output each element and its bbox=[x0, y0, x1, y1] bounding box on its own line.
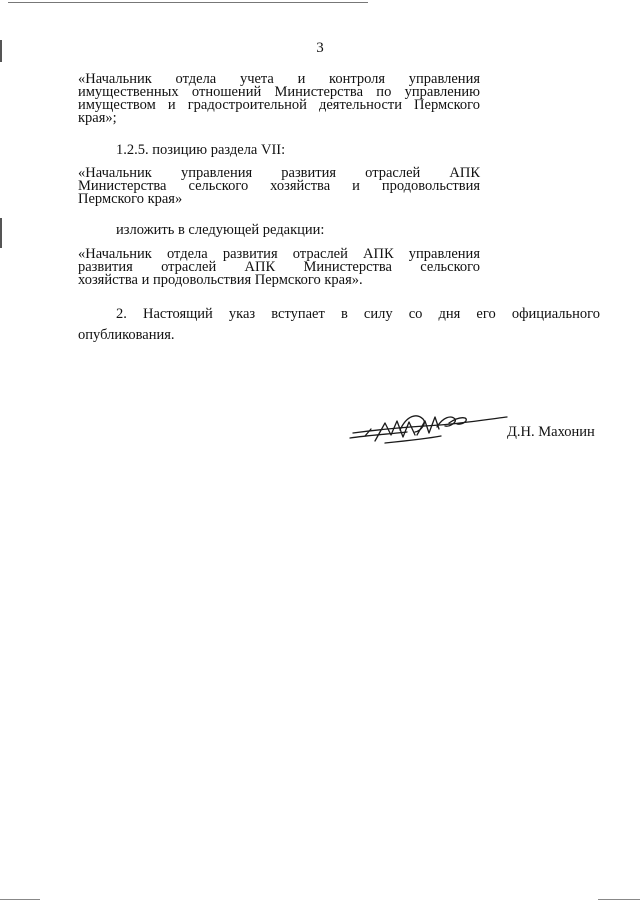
text-line: «Начальник отдела учета и контроля управления bbox=[78, 71, 480, 87]
text-line: 2. Настоящий указ вступает в силу со дня его официального bbox=[116, 306, 600, 322]
quote-paragraph-1 bbox=[78, 73, 480, 125]
text-line: Министерства сельского хозяйства и продовольствия bbox=[78, 178, 480, 194]
quote-paragraph-2 bbox=[78, 167, 480, 206]
text-line: «Начальник управления развития отраслей АПК bbox=[78, 165, 480, 181]
clause-2 bbox=[78, 304, 600, 346]
signer-name: Д.Н. Махонин bbox=[507, 424, 595, 440]
text-line: Пермского края» bbox=[78, 191, 183, 207]
quote-paragraph-3 bbox=[78, 248, 480, 287]
text-line: развития отраслей АПК Министерства сельского bbox=[78, 259, 480, 275]
instruction-line: изложить в следующей редакции: bbox=[116, 222, 325, 238]
scan-edge-bottom bbox=[598, 899, 640, 900]
text-line: края»; bbox=[78, 110, 117, 126]
text-line: имуществом и градостроительной деятельности Пермского bbox=[78, 97, 480, 113]
text-line: имущественных отношений Министерства по управлению bbox=[78, 84, 480, 100]
scan-edge-left-mark bbox=[0, 218, 2, 248]
item-1-2-5: 1.2.5. позицию раздела VII: bbox=[116, 142, 286, 158]
text-line: «Начальник отдела развития отраслей АПК управления bbox=[78, 246, 480, 262]
text-line: опубликования. bbox=[78, 327, 175, 343]
scan-edge-bottom bbox=[0, 899, 40, 900]
handwritten-signature bbox=[345, 405, 510, 450]
scan-edge-top bbox=[8, 2, 368, 3]
page-number: 3 bbox=[316, 40, 324, 56]
text-line: хозяйства и продовольствия Пермского края». bbox=[78, 272, 363, 288]
